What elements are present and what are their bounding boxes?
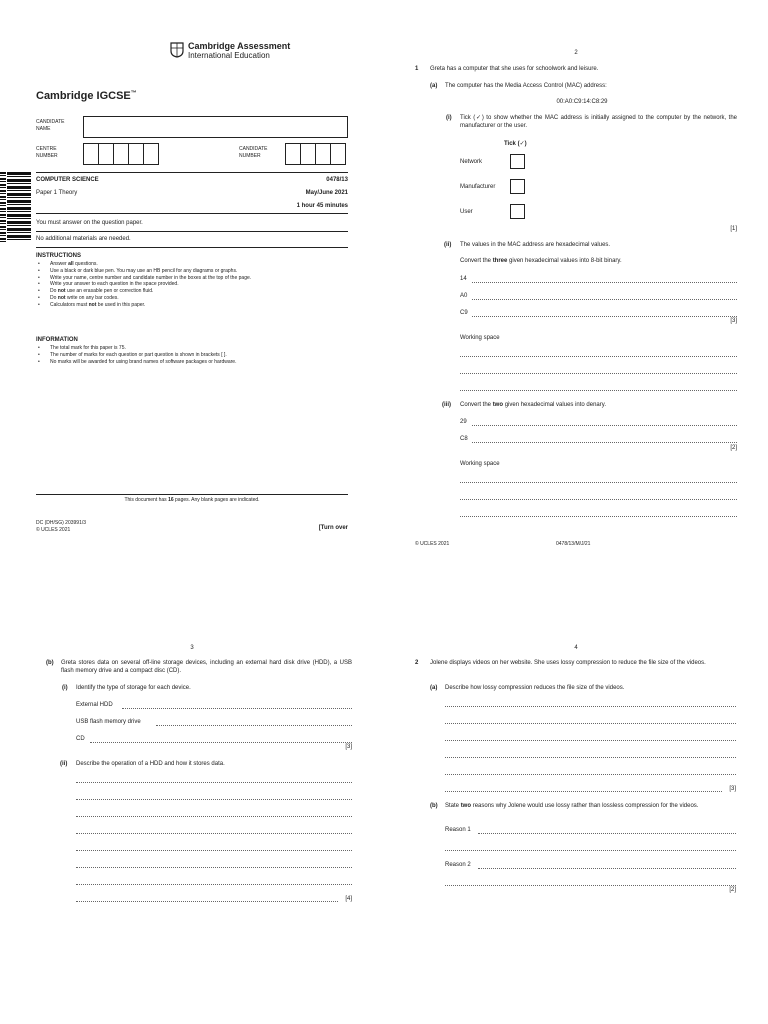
paper-name: Paper 1 Theory bbox=[36, 190, 78, 196]
working-space-label: Working space bbox=[460, 461, 500, 467]
part-label: (a) bbox=[430, 685, 438, 691]
hex-value-label: A0 bbox=[460, 293, 468, 299]
materials-rule-2 bbox=[36, 247, 348, 248]
tick-option-label: User bbox=[460, 209, 473, 215]
logo-text bbox=[188, 41, 290, 61]
digit-box[interactable] bbox=[128, 143, 144, 165]
page-4 bbox=[384, 630, 768, 1024]
answer-line[interactable] bbox=[76, 816, 352, 817]
mark-allocation: [3] bbox=[729, 786, 736, 792]
candidate-name-label bbox=[36, 119, 65, 133]
header-rule-bottom bbox=[36, 213, 348, 214]
answer-line[interactable] bbox=[90, 742, 352, 743]
digit-box[interactable] bbox=[300, 143, 316, 165]
instruction-item: • Write your answer to each question in the space provided. bbox=[38, 281, 338, 288]
subpart-text: Describe the operation of a HDD and how it stores data. bbox=[76, 761, 225, 767]
mark-allocation: [3] bbox=[730, 318, 737, 324]
label-line: NUMBER bbox=[36, 152, 58, 159]
centre-number-boxes[interactable] bbox=[83, 143, 163, 165]
part-text: Describe how lossy compression reduces the file size of the videos. bbox=[445, 685, 625, 691]
answer-line[interactable] bbox=[76, 901, 338, 902]
materials-rule bbox=[36, 231, 348, 232]
mark-allocation: [4] bbox=[345, 896, 352, 902]
answer-line[interactable] bbox=[445, 791, 722, 792]
exam-session: May/June 2021 bbox=[305, 190, 348, 196]
part-text: The computer has the Media Access Control (MAC) address: bbox=[445, 83, 607, 89]
part-label: (a) bbox=[430, 83, 438, 89]
answer-line[interactable] bbox=[445, 740, 736, 741]
digit-box[interactable] bbox=[83, 143, 99, 165]
candidate-number-boxes[interactable] bbox=[285, 143, 349, 165]
hex-value-label: C8 bbox=[460, 436, 468, 442]
information-item: • The number of marks for each question or part question is shown in brackets [ ]. bbox=[38, 352, 338, 359]
subpart-label: (ii) bbox=[444, 242, 452, 248]
label-line: CENTRE bbox=[36, 146, 57, 152]
footer-copyright: © UCLES 2021 bbox=[415, 541, 450, 547]
subpart-instruction: Convert the three given hexadecimal values into 8-bit binary. bbox=[460, 258, 622, 264]
tick-box-network[interactable] bbox=[510, 154, 525, 169]
digit-box[interactable] bbox=[98, 143, 114, 165]
brand-name: Cambridge IGCSE bbox=[36, 90, 131, 102]
working-line[interactable] bbox=[460, 356, 737, 357]
dc-code: DC (DH/SG) 203991/3 bbox=[36, 520, 87, 526]
instruction-item: • Write your name, centre number and candidate number in the boxes at the top of the page. bbox=[38, 275, 338, 282]
instruction-item: • Use a black or dark blue pen. You may use an HB pencil for any diagrams or graphs. bbox=[38, 268, 338, 275]
materials-line-1: You must answer on the question paper. bbox=[36, 220, 143, 226]
page-count-note: This document has 16 pages. Any blank pages are indicated. bbox=[124, 497, 260, 503]
subpart-label: (i) bbox=[62, 685, 68, 691]
mark-allocation: [1] bbox=[730, 226, 737, 232]
page-number: 2 bbox=[574, 50, 578, 56]
label-line: CANDIDATE bbox=[239, 146, 268, 152]
digit-box[interactable] bbox=[113, 143, 129, 165]
label-line: CANDIDATE bbox=[36, 119, 65, 125]
part-text: Greta stores data on several off-line storage devices, including an external hard disk drive (HDD), a USB flash memory drive and a compact disc (CD). bbox=[61, 660, 352, 675]
instruction-item: • Answer all questions. bbox=[38, 261, 338, 268]
device-label: CD bbox=[76, 736, 85, 742]
page-number: 3 bbox=[190, 645, 194, 651]
brand-title bbox=[36, 90, 137, 102]
footer-rule bbox=[36, 494, 348, 495]
question-text: Jolene displays videos on her website. She uses lossy compression to reduce the file size of the videos. bbox=[430, 660, 706, 666]
copyright: © UCLES 2021 bbox=[36, 527, 71, 533]
answer-line[interactable] bbox=[76, 782, 352, 783]
answer-line[interactable] bbox=[478, 868, 736, 869]
working-line[interactable] bbox=[460, 499, 737, 500]
subpart-text: Convert the two given hexadecimal values into denary. bbox=[460, 402, 606, 408]
hex-value-label: 29 bbox=[460, 419, 467, 425]
digit-box[interactable] bbox=[143, 143, 159, 165]
subpart-label: (ii) bbox=[60, 761, 68, 767]
answer-line[interactable] bbox=[445, 723, 736, 724]
information-list bbox=[38, 345, 338, 365]
cambridge-crest-icon bbox=[170, 42, 184, 58]
digit-box[interactable] bbox=[285, 143, 301, 165]
working-line[interactable] bbox=[460, 516, 737, 517]
answer-line[interactable] bbox=[122, 708, 352, 709]
working-line[interactable] bbox=[460, 373, 737, 374]
answer-line[interactable] bbox=[76, 867, 352, 868]
question-number: 1 bbox=[415, 66, 419, 72]
hex-value-label: C9 bbox=[460, 310, 468, 316]
answer-line[interactable] bbox=[445, 706, 736, 707]
trademark: ™ bbox=[130, 90, 137, 97]
candidate-name-box[interactable] bbox=[83, 116, 348, 138]
instructions-heading: INSTRUCTIONS bbox=[36, 253, 81, 259]
question-text: Greta has a computer that she uses for schoolwork and leisure. bbox=[430, 66, 599, 72]
subpart-label: (iii) bbox=[442, 402, 451, 408]
subpart-label: (i) bbox=[446, 115, 452, 121]
part-label: (b) bbox=[430, 803, 438, 809]
device-label: USB flash memory drive bbox=[76, 719, 141, 725]
answer-line[interactable] bbox=[472, 282, 737, 283]
answer-line[interactable] bbox=[76, 850, 352, 851]
mark-allocation: [2] bbox=[729, 887, 736, 893]
exam-duration: 1 hour 45 minutes bbox=[296, 203, 348, 209]
answer-line[interactable] bbox=[445, 850, 736, 851]
answer-line[interactable] bbox=[472, 442, 737, 443]
label-line: NAME bbox=[36, 125, 51, 132]
question-number: 2 bbox=[415, 660, 419, 666]
page-number: 4 bbox=[574, 645, 578, 651]
paper-code: 0478/13 bbox=[326, 177, 348, 183]
answer-line[interactable] bbox=[76, 799, 352, 800]
working-line[interactable] bbox=[460, 390, 737, 391]
tick-box-user[interactable] bbox=[510, 204, 525, 219]
instruction-item: • Do not write on any bar codes. bbox=[38, 295, 338, 302]
answer-line[interactable] bbox=[445, 774, 736, 775]
centre-number-label bbox=[36, 146, 58, 160]
device-label: External HDD bbox=[76, 702, 113, 708]
answer-line[interactable] bbox=[472, 316, 737, 317]
barcode-2 bbox=[7, 172, 31, 242]
subpart-text: Tick (✓) to show whether the MAC address is initially assigned to the computer by the network, the manufacturer or the user. bbox=[460, 115, 737, 130]
subpart-text: The values in the MAC address are hexadecimal values. bbox=[460, 242, 611, 248]
answer-line[interactable] bbox=[156, 725, 352, 726]
tick-option-label: Manufacturer bbox=[460, 184, 496, 190]
instructions-list bbox=[38, 261, 338, 308]
answer-line[interactable] bbox=[472, 299, 737, 300]
candidate-number-label bbox=[239, 146, 268, 160]
reason-label: Reason 1 bbox=[445, 827, 471, 833]
answer-line[interactable] bbox=[478, 833, 736, 834]
working-line[interactable] bbox=[460, 482, 737, 483]
subject-title: COMPUTER SCIENCE bbox=[36, 177, 99, 183]
barcode bbox=[0, 172, 6, 242]
hex-value-label: 14 bbox=[460, 276, 467, 282]
label-line: NUMBER bbox=[239, 152, 261, 159]
part-label: (b) bbox=[46, 660, 54, 666]
answer-line[interactable] bbox=[76, 884, 352, 885]
mark-allocation: [2] bbox=[730, 445, 737, 451]
page-2 bbox=[384, 0, 768, 560]
header-rule-top bbox=[36, 172, 348, 173]
instruction-item: • Do not use an erasable pen or correction fluid. bbox=[38, 288, 338, 295]
logo-line-1: Cambridge Assessment bbox=[188, 41, 291, 51]
part-text: State two reasons why Jolene would use lossy rather than lossless compression for the videos. bbox=[445, 803, 699, 809]
information-item: • The total mark for this paper is 75. bbox=[38, 345, 338, 352]
page-3 bbox=[0, 630, 384, 1024]
reason-label: Reason 2 bbox=[445, 862, 471, 868]
tick-column-header: Tick (✓) bbox=[504, 141, 527, 147]
information-heading: INFORMATION bbox=[36, 337, 78, 343]
answer-line[interactable] bbox=[76, 833, 352, 834]
digit-box[interactable] bbox=[330, 143, 346, 165]
footer-code: 0478/13/M/J/21 bbox=[556, 541, 591, 547]
answer-line[interactable] bbox=[445, 757, 736, 758]
digit-box[interactable] bbox=[315, 143, 331, 165]
logo-line-2: International Education bbox=[188, 51, 270, 60]
answer-line[interactable] bbox=[472, 425, 737, 426]
materials-line-2: No additional materials are needed. bbox=[36, 236, 131, 242]
working-space-label: Working space bbox=[460, 335, 500, 341]
tick-box-manufacturer[interactable] bbox=[510, 179, 525, 194]
turn-over: [Turn over bbox=[318, 525, 348, 531]
mac-address: 00:A0:C9:14:C8:29 bbox=[556, 99, 608, 105]
tick-option-label: Network bbox=[460, 159, 483, 165]
instruction-item: • Calculators must not be used in this paper. bbox=[38, 302, 338, 309]
mark-allocation: [3] bbox=[345, 744, 352, 750]
answer-line[interactable] bbox=[445, 885, 736, 886]
cover-page bbox=[0, 0, 384, 560]
subpart-text: Identify the type of storage for each device. bbox=[76, 685, 191, 691]
information-item: • No marks will be awarded for using brand names of software packages or hardware. bbox=[38, 359, 338, 366]
